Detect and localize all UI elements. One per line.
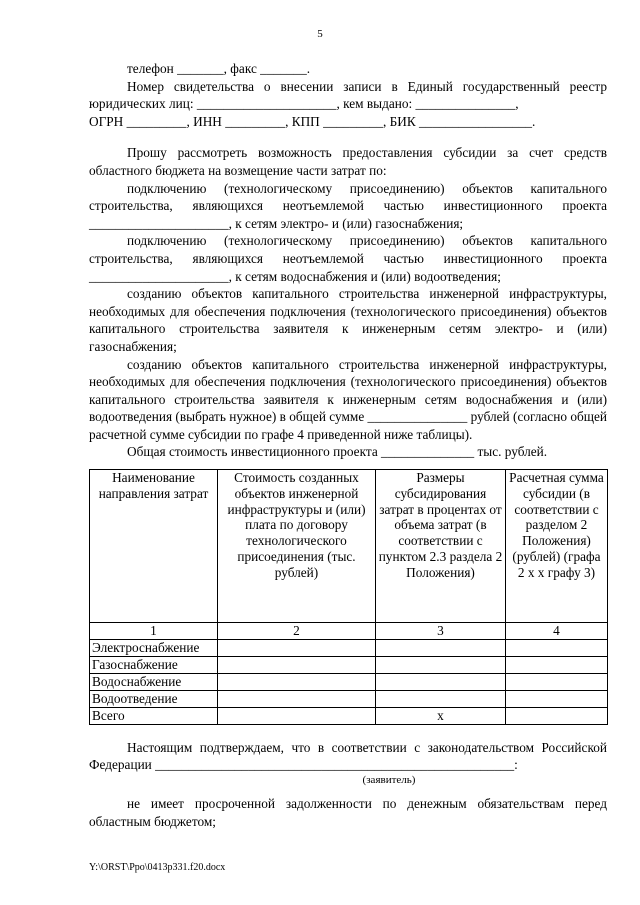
column-number: 4 [506,623,608,640]
table-cell [218,639,376,656]
item-infrastructure-water: созданию объектов капитального строительства инженерной инфраструктуры, необходимых для обеспечения подключения (технологического присоединения) объектов капитального строительства заявителя к инженерным сетям водоснабжения и (или) водоотведения (выбрать нужное) в общей сумме _______________ рублей (согласно общей расчетной сумме субсидии по графе 4 приведенной ниже таблицы). [89,356,607,442]
table-cell [506,673,608,690]
table-cell [218,707,376,724]
document-body [89,60,607,830]
table-row [90,656,608,673]
table-header-cell: Размеры субсидирования затрат в процентах от объема затрат (в соответствии с пунктом 2.3 раздела 2 Положения) [376,470,506,623]
table-row [90,690,608,707]
table-header-cell: Расчетная сумма субсидии (в соответствии с разделом 2 Положения) (рублей) (графа 2 х х графу 3) [506,470,608,623]
table-row [90,707,608,724]
table-cell: Газоснабжение [90,656,218,673]
table-cell [506,639,608,656]
page-number: 5 [317,28,323,40]
table-cell [218,690,376,707]
table-cell [376,656,506,673]
table-cell [376,639,506,656]
table-cell [506,656,608,673]
table-cell: Водоснабжение [90,673,218,690]
table-cell: х [376,707,506,724]
confirmation-paragraph: Настоящим подтверждаем, что в соответствии с законодательством Российской Федерации ______________________________________________________: [89,739,607,773]
column-number: 1 [90,623,218,640]
costs-table [89,469,608,725]
total-cost-line: Общая стоимость инвестиционного проекта ______________ тыс. рублей. [127,444,548,460]
table-header-cell: Стоимость созданных объектов инженерной инфраструктуры и (или) плата по договору технологического присоединения (тыс. рублей) [218,470,376,623]
table-row [90,639,608,656]
table-cell: Водоотведение [90,690,218,707]
no-debt-paragraph: не имеет просроченной задолженности по денежным обязательствам перед областным бюджетом; [89,796,607,829]
table-row [90,673,608,690]
request-paragraph: Прошу рассмотреть возможность предоставления субсидии за счет средств областного бюджета на возмещение части затрат по: [89,145,607,178]
certificate-line: Номер свидетельства о внесении записи в Единый государственный реестр юридических лиц: _____________________, кем выдано: _______________, [89,78,607,112]
applicant-label: (заявитель) [362,774,416,787]
table-cell [506,707,608,724]
registration-codes-line: ОГРН _________, ИНН _________, КПП _________, БИК _________________. [89,113,536,129]
table-cell [376,690,506,707]
table-header-cell: Наименование направления затрат [90,470,218,623]
table-header-row [90,470,608,623]
item-electric-gas-connection: подключению (технологическому присоединению) объектов капитального строительства, являющихся неотъемлемой частью инвестиционного проекта _____________________, к сетям электро- и (или) газоснабжения; [89,180,607,231]
phone-fax-line: телефон _______, факс _______. [127,61,311,76]
table-cell: Всего [90,707,218,724]
table-cell [218,656,376,673]
column-number: 3 [376,623,506,640]
table-cell [218,673,376,690]
table-column-number-row [90,623,608,640]
table-cell: Электроснабжение [90,639,218,656]
file-path-footer: Y:\ORST\Ppo\0413p331.f20.docx [89,862,226,873]
table-cell [376,673,506,690]
column-number: 2 [218,623,376,640]
item-infrastructure-electric-gas: созданию объектов капитального строительства инженерной инфраструктуры, необходимых для обеспечения подключения (технологического присоединения) объектов капитального строительства заявителя к инженерным сетям электро- и (или) газоснабжения; [89,286,607,354]
item-water-connection: подключению (технологическому присоединению) объектов капитального строительства, являющихся неотъемлемой частью инвестиционного проекта _____________________, к сетям водоснабжения и (или) водоотведения; [89,233,607,284]
table-cell [506,690,608,707]
